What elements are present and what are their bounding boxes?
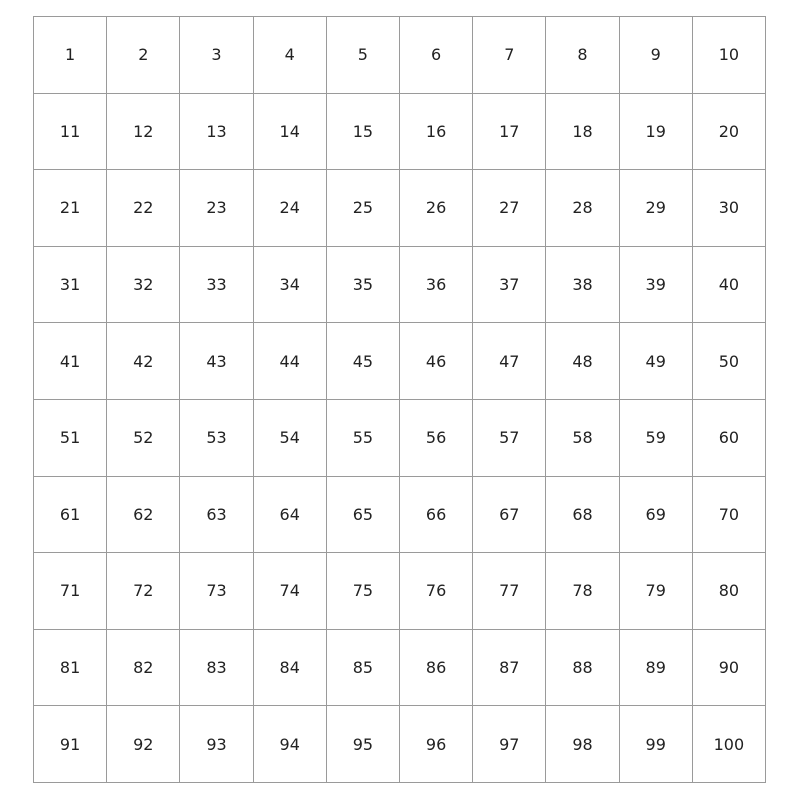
grid-cell: 49 [620, 323, 693, 400]
grid-cell: 87 [473, 630, 546, 707]
grid-cell: 38 [546, 247, 619, 324]
grid-cell: 35 [327, 247, 400, 324]
grid-cell: 84 [254, 630, 327, 707]
grid-cell: 66 [400, 477, 473, 554]
grid-cell: 97 [473, 706, 546, 783]
grid-cell: 15 [327, 94, 400, 171]
grid-cell: 29 [620, 170, 693, 247]
grid-cell: 99 [620, 706, 693, 783]
grid-cell: 46 [400, 323, 473, 400]
grid-cell: 19 [620, 94, 693, 171]
grid-cell: 36 [400, 247, 473, 324]
grid-cell: 53 [180, 400, 253, 477]
grid-cell: 50 [693, 323, 766, 400]
grid-cell: 51 [34, 400, 107, 477]
grid-cell: 28 [546, 170, 619, 247]
grid-cell: 91 [34, 706, 107, 783]
hundred-chart-grid [33, 16, 766, 783]
grid-cell: 25 [327, 170, 400, 247]
grid-cell: 68 [546, 477, 619, 554]
grid-cell: 92 [107, 706, 180, 783]
grid-cell: 56 [400, 400, 473, 477]
grid-cell: 18 [546, 94, 619, 171]
grid-cell: 67 [473, 477, 546, 554]
grid-cell: 96 [400, 706, 473, 783]
grid-cell: 39 [620, 247, 693, 324]
grid-cell: 11 [34, 94, 107, 171]
grid-cell: 22 [107, 170, 180, 247]
grid-cell: 4 [254, 17, 327, 94]
grid-cell: 75 [327, 553, 400, 630]
grid-cell: 77 [473, 553, 546, 630]
grid-cell: 79 [620, 553, 693, 630]
grid-cell: 76 [400, 553, 473, 630]
grid-cell: 41 [34, 323, 107, 400]
grid-cell: 42 [107, 323, 180, 400]
grid-cell: 1 [34, 17, 107, 94]
grid-cell: 9 [620, 17, 693, 94]
grid-cell: 13 [180, 94, 253, 171]
grid-cell: 17 [473, 94, 546, 171]
grid-cell: 90 [693, 630, 766, 707]
grid-cell: 83 [180, 630, 253, 707]
grid-cell: 24 [254, 170, 327, 247]
grid-cell: 52 [107, 400, 180, 477]
grid-cell: 61 [34, 477, 107, 554]
grid-cell: 54 [254, 400, 327, 477]
grid-cell: 47 [473, 323, 546, 400]
grid-cell: 31 [34, 247, 107, 324]
grid-cell: 20 [693, 94, 766, 171]
grid-cell: 73 [180, 553, 253, 630]
grid-cell: 7 [473, 17, 546, 94]
grid-cell: 78 [546, 553, 619, 630]
grid-cell: 57 [473, 400, 546, 477]
grid-cell: 59 [620, 400, 693, 477]
grid-cell: 37 [473, 247, 546, 324]
grid-cell: 80 [693, 553, 766, 630]
grid-cell: 12 [107, 94, 180, 171]
grid-cell: 27 [473, 170, 546, 247]
grid-cell: 40 [693, 247, 766, 324]
grid-cell: 64 [254, 477, 327, 554]
grid-cell: 71 [34, 553, 107, 630]
grid-cell: 16 [400, 94, 473, 171]
grid-cell: 6 [400, 17, 473, 94]
grid-cell: 14 [254, 94, 327, 171]
grid-cell: 44 [254, 323, 327, 400]
grid-cell: 33 [180, 247, 253, 324]
grid-cell: 10 [693, 17, 766, 94]
grid-cell: 72 [107, 553, 180, 630]
grid-cell: 93 [180, 706, 253, 783]
grid-cell: 82 [107, 630, 180, 707]
grid-cell: 88 [546, 630, 619, 707]
grid-cell: 34 [254, 247, 327, 324]
grid-cell: 30 [693, 170, 766, 247]
grid-cell: 21 [34, 170, 107, 247]
grid-cell: 63 [180, 477, 253, 554]
grid-cell: 8 [546, 17, 619, 94]
grid-cell: 5 [327, 17, 400, 94]
grid-cell: 85 [327, 630, 400, 707]
grid-cell: 3 [180, 17, 253, 94]
grid-cell: 94 [254, 706, 327, 783]
grid-cell: 55 [327, 400, 400, 477]
grid-cell: 70 [693, 477, 766, 554]
grid-cell: 60 [693, 400, 766, 477]
grid-cell: 65 [327, 477, 400, 554]
grid-cell: 26 [400, 170, 473, 247]
grid-cell: 98 [546, 706, 619, 783]
grid-cell: 69 [620, 477, 693, 554]
grid-cell: 32 [107, 247, 180, 324]
grid-cell: 86 [400, 630, 473, 707]
grid-cell: 2 [107, 17, 180, 94]
grid-cell: 62 [107, 477, 180, 554]
grid-cell: 74 [254, 553, 327, 630]
grid-cell: 58 [546, 400, 619, 477]
grid-cell: 45 [327, 323, 400, 400]
grid-cell: 48 [546, 323, 619, 400]
grid-cell: 43 [180, 323, 253, 400]
grid-cell: 89 [620, 630, 693, 707]
grid-cell: 23 [180, 170, 253, 247]
grid-cell: 100 [693, 706, 766, 783]
grid-cell: 95 [327, 706, 400, 783]
grid-cell: 81 [34, 630, 107, 707]
